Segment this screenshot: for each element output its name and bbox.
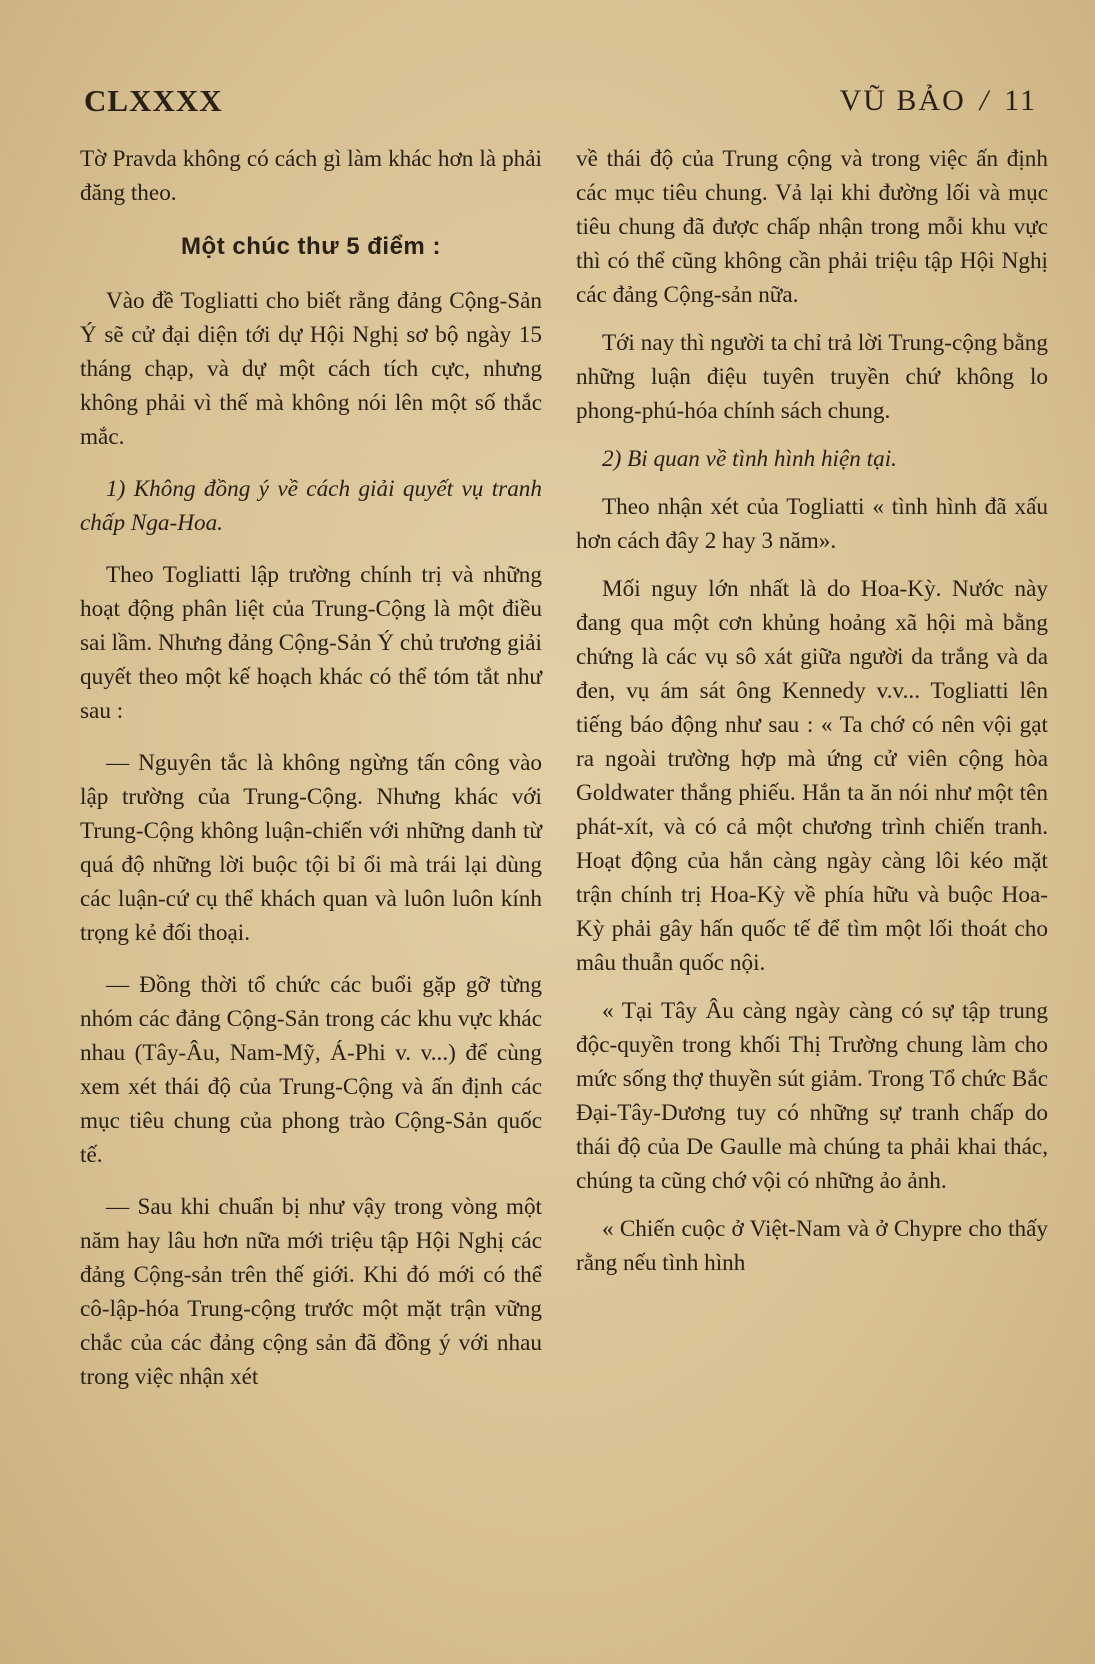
paragraph: Theo nhận xét của Togliatti « tình hình đã xấu hơn cách đây 2 hay 3 năm». [576, 494, 1048, 554]
section-heading: Một chúc thư 5 điểm : [181, 233, 441, 260]
point-heading: 1) Không đồng ý về cách giải quyết vụ tranh chấp Nga-Hoa. [80, 476, 542, 536]
paragraph: Tới nay thì người ta chỉ trả lời Trung-cộng bằng những luận điệu tuyên truyền chứ không lo phong-phú-hóa chính sách chung. [576, 330, 1048, 424]
right-column [576, 142, 1048, 1280]
left-column [80, 142, 542, 1394]
paragraph: — Đồng thời tổ chức các buổi gặp gỡ từng nhóm các đảng Cộng-Sản trong các khu vực khác nhau (Tây-Âu, Nam-Mỹ, Á-Phi v. v...) để cùng xem xét thái độ của Trung-Cộng và ấn định các mục tiêu chung của phong trào Cộng-Sản quốc tế. [80, 972, 542, 1168]
point-heading: 2) Bi quan về tình hình hiện tại. [602, 446, 897, 472]
paragraph: Mối nguy lớn nhất là do Hoa-Kỳ. Nước này đang qua một cơn khủng hoảng xã hội mà bằng chứng là các vụ sô xát giữa người da trắng và da đen, vụ ám sát ông Kennedy v.v... Togliatti lên tiếng báo động như sau : « Ta chớ có nên vội gạt ra ngoài trường hợp mà ứng cử viên cộng hòa Goldwater thắng phiếu. Hắn ta ăn nói như một tên phát-xít, và có cả một chương trình chiến tranh. Hoạt động của hắn càng ngày càng lôi kéo mặt trận chính trị Hoa-Kỳ về phía hữu và buộc Hoa-Kỳ phải gây hấn quốc tế để tìm một lối thoát cho mâu thuẫn quốc nội. [576, 576, 1048, 976]
running-head [840, 84, 1037, 118]
paragraph: về thái độ của Trung cộng và trong việc ấn định các mục tiêu chung. Vả lại khi đường lối và mục tiêu chung đã được chấp nhận trong mỗi khu vực thì có thể cũng không cần phải triệu tập Hội Nghị các đảng Cộng-sản nữa. [576, 146, 1048, 308]
paragraph: — Sau khi chuẩn bị như vậy trong vòng một năm hay lâu hơn nữa mới triệu tập Hội Nghị các đảng Cộng-sản trên thế giới. Khi đó mới có thể cô-lập-hóa Trung-cộng trước một mặt trận vững chắc của các đảng cộng sản đã đồng ý với nhau trong việc nhận xét [80, 1194, 542, 1390]
header-separator: / [979, 84, 991, 117]
paragraph: Tờ Pravda không có cách gì làm khác hơn là phải đăng theo. [80, 146, 542, 206]
paragraph: Vào đề Togliatti cho biết rằng đảng Cộng-Sản Ý sẽ cử đại diện tới dự Hội Nghị sơ bộ ngày 15 tháng chạp, và dự một cách tích cực, nhưng không phải vì thế mà không nói lên một số thắc mắc. [80, 288, 542, 450]
paragraph: — Nguyên tắc là không ngừng tấn công vào lập trường của Trung-Cộng. Nhưng khác với Trung-Cộng không luận-chiến với những danh từ quá độ những lời buộc tội bỉ ổi mà trái lại dùng các luận-cứ cụ thể khách quan và luôn luôn kính trọng kẻ đối thoại. [80, 750, 542, 946]
paragraph: « Tại Tây Âu càng ngày càng có sự tập trung độc-quyền trong khối Thị Trường chung làm cho mức sống thợ thuyền sút giảm. Trong Tổ chức Bắc Đại-Tây-Dương tuy có những sự tranh chấp do thái độ của De Gaulle mà chúng ta phải khai thác, chúng ta cũng chớ vội có những ảo ảnh. [576, 998, 1048, 1194]
paragraph: Theo Togliatti lập trường chính trị và những hoạt động phân liệt của Trung-Cộng là một điều sai lầm. Nhưng đảng Cộng-Sản Ý chủ trương giải quyết theo một kế hoạch khác có thể tóm tắt như sau : [80, 562, 542, 724]
paragraph: « Chiến cuộc ở Việt-Nam và ở Chypre cho thấy rằng nếu tình hình [576, 1216, 1048, 1276]
page-header [84, 76, 1037, 126]
page-number: 11 [1004, 84, 1037, 117]
issue-number: CLXXXX [84, 83, 223, 118]
author-name: VŨ BẢO [839, 84, 966, 117]
